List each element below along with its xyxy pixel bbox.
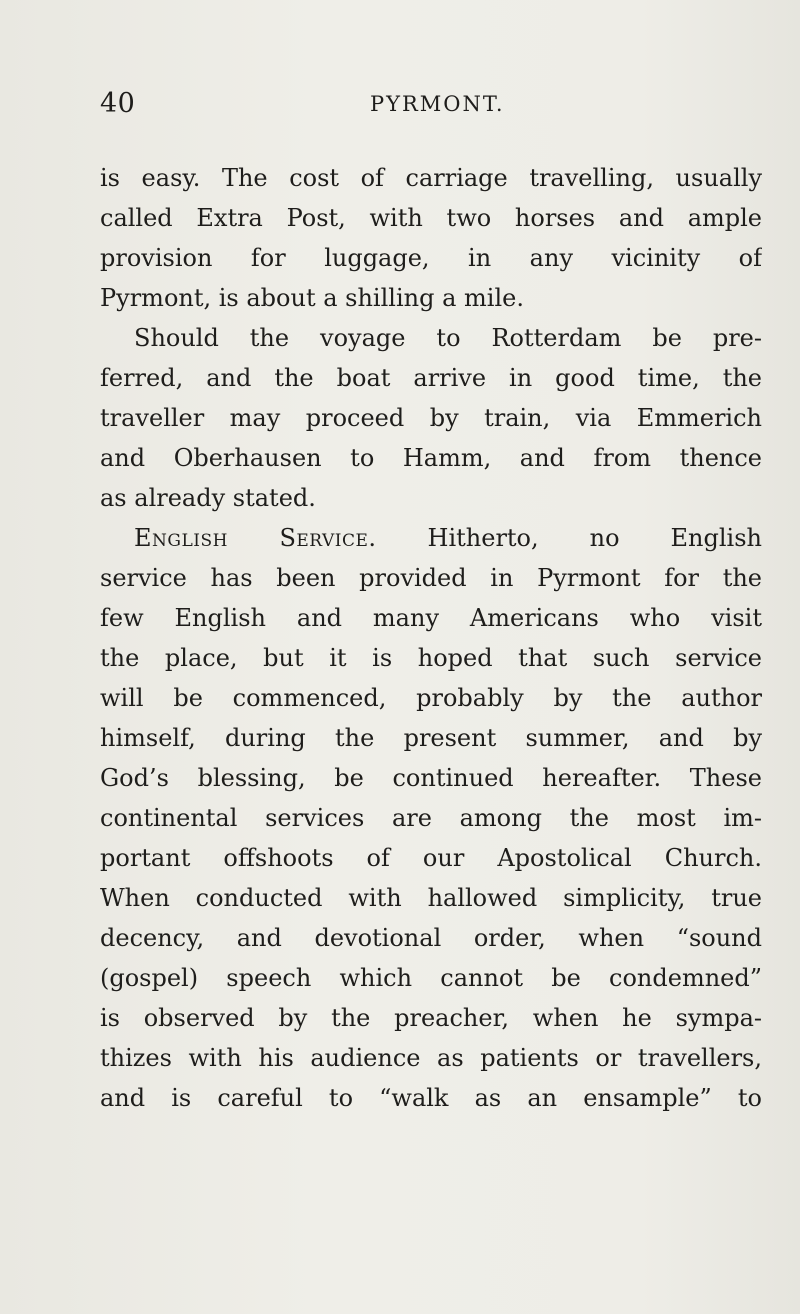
text-line: and Oberhausen to Hamm, and from thence	[100, 444, 762, 472]
text-line: God’s blessing, be continued hereafter. These	[100, 764, 762, 792]
text-line: thizes with his audience as patients or travellers,	[100, 1044, 762, 1072]
text-line: traveller may proceed by train, via Emmerich	[100, 404, 762, 432]
text-line: portant offshoots of our Apostolical Church.	[100, 844, 762, 872]
text-line: himself, during the present summer, and by	[100, 724, 762, 752]
section-heading: English Service.	[134, 524, 377, 552]
text-line: decency, and devotional order, when “sound	[100, 924, 762, 952]
body-text	[100, 158, 762, 1118]
text-line: few English and many Americans who visit	[100, 604, 762, 632]
text-line: is observed by the preacher, when he sympa-	[100, 1004, 762, 1032]
text-line: ferred, and the boat arrive in good time, the	[100, 364, 762, 392]
text-line: provision for luggage, in any vicinity of	[100, 244, 762, 272]
text-line: and is careful to “walk as an ensample” to	[100, 1084, 762, 1112]
text-line: the place, but it is hoped that such service	[100, 644, 762, 672]
text-line: When conducted with hallowed simplicity, true	[100, 884, 762, 912]
page-header	[100, 88, 740, 124]
text-fragment: Hitherto, no English	[427, 524, 762, 552]
section-heading-line	[100, 518, 762, 558]
text-line: Pyrmont, is about a shilling a mile.	[100, 284, 524, 312]
running-head: PYRMONT.	[370, 92, 505, 116]
text-line: is easy. The cost of carriage travelling, usually	[100, 164, 762, 192]
text-line: will be commenced, probably by the author	[100, 684, 762, 712]
page-number: 40	[100, 88, 136, 119]
text-line: (gospel) speech which cannot be condemned”	[100, 964, 762, 992]
text-line: as already stated.	[100, 484, 316, 512]
text-line: called Extra Post, with two horses and ample	[100, 204, 762, 232]
text-line: service has been provided in Pyrmont for the	[100, 564, 762, 592]
text-line: Should the voyage to Rotterdam be pre-	[134, 324, 762, 352]
text-line: continental services are among the most im-	[100, 804, 762, 832]
